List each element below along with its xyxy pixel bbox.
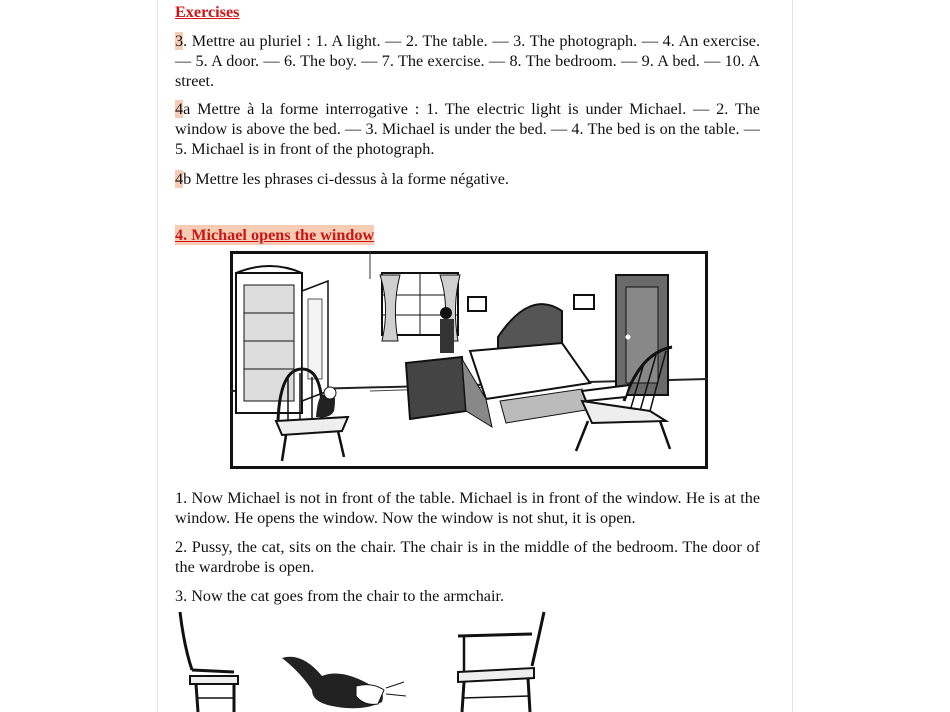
michael-figure (440, 307, 454, 353)
door (616, 275, 668, 395)
lesson-title: 4. Michael opens the window (175, 226, 375, 244)
document-page (157, 0, 793, 712)
exercise-3 (175, 31, 760, 91)
lesson-paragraph-3: 3. Now the cat goes from the chair to the armchair. (175, 587, 505, 605)
wall-picture-left (468, 297, 486, 311)
bottom-armchair (458, 612, 544, 712)
lesson-paragraph-1: 1. Now Michael is not in front of the table. Michael is in front of the window. He is at the window. He opens the window. Now the window is not shut, it is open. (175, 489, 760, 527)
exercise-4b-text: b Mettre les phrases ci-dessus à la forme négative. (183, 170, 509, 188)
cat-jump-illustration (172, 606, 572, 712)
exercise-4a-number: 4 (175, 100, 184, 118)
wall-picture-right (574, 295, 594, 309)
bottom-cat (282, 657, 406, 708)
exercise-4b-number: 4 (175, 170, 184, 188)
exercise-3-text: . Mettre au pluriel : 1. A light. — 2. The table. — 3. The photograph. — 4. An exercise. — 5. A door. — 6. The boy. — 7. The exercise. — 8. The bedroom. — 9. A bed. — 10. A street. (175, 32, 760, 90)
exercise-3-number: 3 (175, 32, 184, 50)
exercise-4b (175, 169, 760, 189)
exercises-title: Exercises (175, 3, 240, 21)
bottom-chair (180, 612, 238, 712)
exercise-4a-text: a Mettre à la forme interrogative : 1. The electric light is under Michael. — 2. The window is above the bed. — 3. Michael is under the bed. — 4. The bed is on the table. — 5. Michael is in front of the photograph. (175, 100, 760, 158)
lesson-paragraph-2: 2. Pussy, the cat, sits on the chair. The chair is in the middle of the bedroom. The door of the wardrobe is open. (175, 538, 760, 576)
bedroom-illustration (230, 251, 708, 469)
exercise-4a (175, 99, 760, 159)
